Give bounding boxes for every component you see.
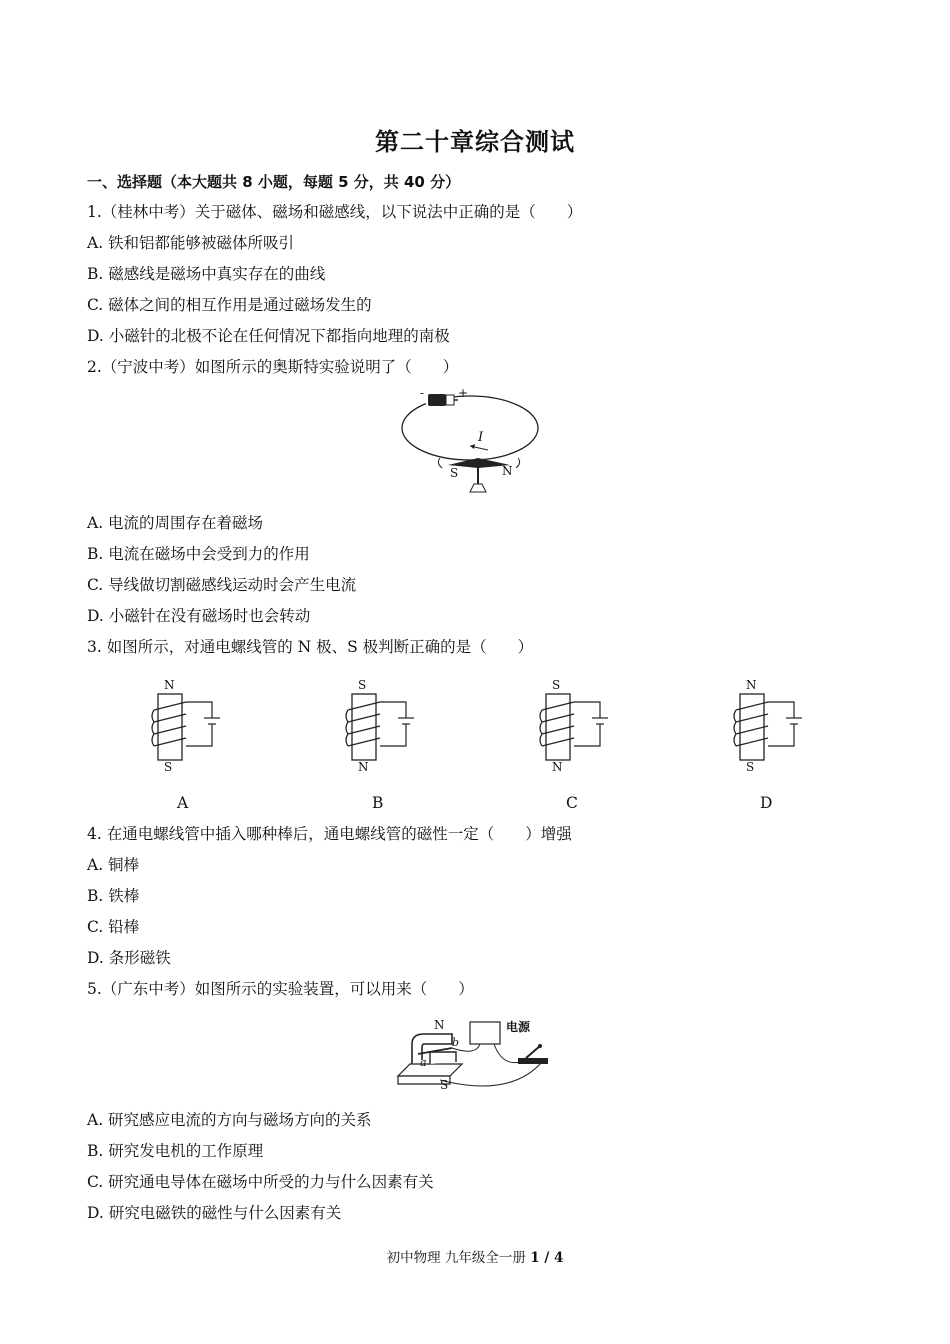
solenoid-figure-c — [528, 680, 618, 780]
question-5-option-b: B. 研究发电机的工作原理 — [87, 1142, 264, 1160]
question-4-option-c: C. 铅棒 — [87, 918, 140, 936]
solenoid-c-bottom-pole: N — [552, 760, 563, 774]
question-1-option-b: B. 磁感线是磁场中真实存在的曲线 — [87, 265, 326, 283]
battery-minus-label: - — [420, 386, 425, 400]
question-2-option-b: B. 电流在磁场中会受到力的作用 — [87, 545, 310, 563]
solenoid-d-label: D — [760, 794, 773, 812]
generator-apparatus-figure — [390, 1016, 560, 1098]
solenoid-figure-d — [722, 680, 812, 780]
question-5-option-d: D. 研究电磁铁的磁性与什么因素有关 — [87, 1204, 342, 1222]
page-title: 第二十章综合测试 — [375, 128, 575, 156]
question-1-option-c: C. 磁体之间的相互作用是通过磁场发生的 — [87, 296, 372, 314]
current-label: I — [478, 430, 484, 445]
question-4-option-a: A. 铜棒 — [87, 856, 140, 874]
solenoid-figure-b — [334, 680, 424, 780]
solenoid-a-label: A — [177, 794, 189, 812]
page-footer — [0, 1246, 950, 1266]
magnet-s-label: S — [440, 1078, 449, 1092]
question-5-option-c: C. 研究通电导体在磁场中所受的力与什么因素有关 — [87, 1173, 434, 1191]
magnet-n-label: N — [434, 1018, 445, 1032]
solenoid-b-top-pole: S — [358, 678, 367, 692]
question-1-option-d: D. 小磁针的北极不论在任何情况下都指向地理的南极 — [87, 327, 450, 345]
question-4-stem: 4. 在通电螺线管中插入哪种棒后，通电螺线管的磁性一定（ ）增强 — [87, 825, 572, 843]
question-5-option-a: A. 研究感应电流的方向与磁场方向的关系 — [87, 1111, 372, 1129]
solenoid-d-top-pole: N — [746, 678, 757, 692]
question-4-option-d: D. 条形磁铁 — [87, 949, 171, 967]
question-4-option-b: B. 铁棒 — [87, 887, 140, 905]
question-2-option-d: D. 小磁针在没有磁场时也会转动 — [87, 607, 311, 625]
section-heading: 一、选择题（本大题共 8 小题，每题 5 分，共 40 分） — [87, 173, 461, 191]
conductor-a-label: a — [420, 1056, 427, 1069]
solenoid-a-bottom-pole: S — [164, 760, 173, 774]
page-number: 1 / 4 — [530, 1250, 564, 1266]
solenoid-b-label: B — [372, 794, 384, 812]
question-2-option-a: A. 电流的周围存在着磁场 — [87, 514, 264, 532]
needle-n-label: N — [502, 464, 513, 478]
solenoid-d-bottom-pole: S — [746, 760, 755, 774]
footer-text: 初中物理 九年级全一册 — [386, 1250, 531, 1266]
question-1-stem: 1.（桂林中考）关于磁体、磁场和磁感线，以下说法中正确的是（ ） — [87, 203, 583, 221]
question-2-stem: 2.（宁波中考）如图所示的奥斯特实验说明了（ ） — [87, 358, 459, 376]
solenoid-a-top-pole: N — [164, 678, 175, 692]
question-2-option-c: C. 导线做切割磁感线运动时会产生电流 — [87, 576, 357, 594]
question-5-stem: 5.（广东中考）如图所示的实验装置，可以用来（ ） — [87, 980, 474, 998]
question-1-option-a: A. 铁和铝都能够被磁体所吸引 — [87, 234, 295, 252]
solenoid-b-bottom-pole: N — [358, 760, 369, 774]
oersted-experiment-figure — [398, 388, 548, 500]
solenoid-figure-a — [140, 680, 230, 780]
battery-plus-label: + — [458, 386, 469, 400]
power-supply-label: 电源 — [506, 1020, 531, 1034]
question-3-stem: 3. 如图所示，对通电螺线管的 N 极、S 极判断正确的是（ ） — [87, 638, 534, 656]
solenoid-c-label: C — [566, 794, 578, 812]
needle-s-label: S — [450, 466, 459, 480]
conductor-b-label: b — [452, 1036, 460, 1049]
solenoid-c-top-pole: S — [552, 678, 561, 692]
